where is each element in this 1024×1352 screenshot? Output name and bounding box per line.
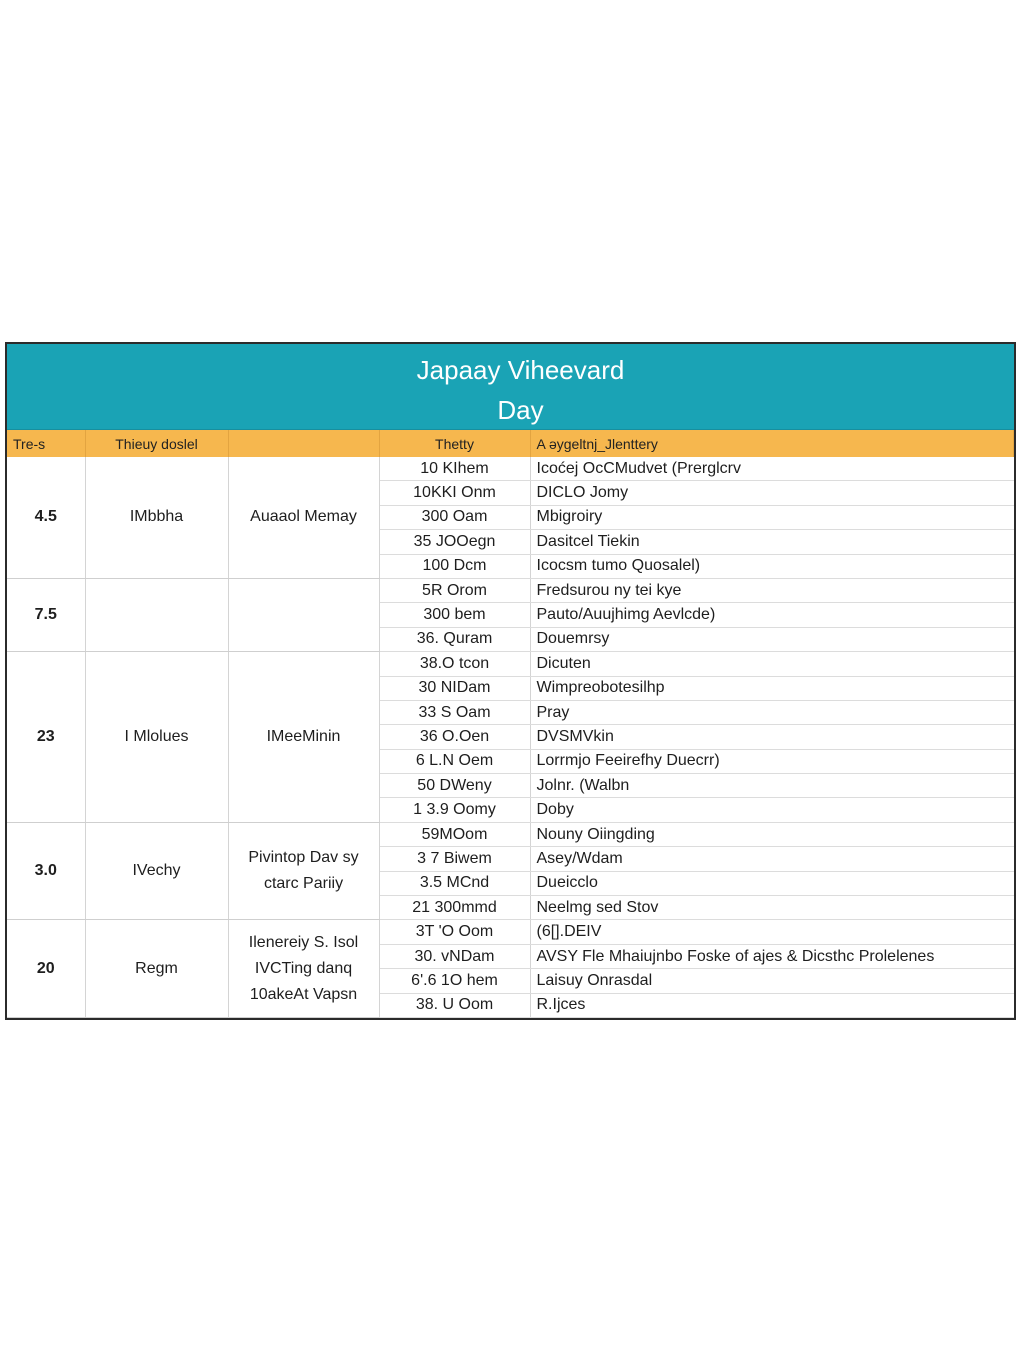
group-name bbox=[85, 578, 228, 651]
activity-cell: Pauto/Auujhimg Aevlcde) bbox=[530, 603, 1014, 627]
title-line-2: Day bbox=[497, 395, 544, 425]
header-row bbox=[7, 430, 1014, 457]
group-category: Auaaol Memay bbox=[228, 457, 379, 578]
time-cell: 30. vNDam bbox=[379, 944, 530, 968]
time-cell: 6'.6 1O hem bbox=[379, 969, 530, 993]
time-cell: 300 Oam bbox=[379, 505, 530, 529]
activity-cell: Dicuten bbox=[530, 652, 1014, 676]
activity-cell: DICLO Jomy bbox=[530, 481, 1014, 505]
activity-cell: R.Ijces bbox=[530, 993, 1014, 1017]
time-cell: 100 Dcm bbox=[379, 554, 530, 578]
header-col-3 bbox=[228, 430, 379, 457]
header-col-4: Thetty bbox=[379, 430, 530, 457]
time-cell: 10KKI Onm bbox=[379, 481, 530, 505]
activity-cell: Dasitcel Tiekin bbox=[530, 530, 1014, 554]
table-row bbox=[7, 457, 1014, 481]
group-category: Pivintop Dav sy ctarc Pariiy bbox=[228, 822, 379, 920]
time-cell: 38. U Oom bbox=[379, 993, 530, 1017]
group-number: 7.5 bbox=[7, 578, 85, 651]
group-name: I Mlolues bbox=[85, 652, 228, 823]
time-cell: 6 L.N Oem bbox=[379, 749, 530, 773]
time-cell: 3T 'O Oom bbox=[379, 920, 530, 944]
group-number: 3.0 bbox=[7, 822, 85, 920]
title-banner bbox=[7, 344, 1014, 430]
activity-cell: Fredsurou ny tei kye bbox=[530, 578, 1014, 602]
group-name: IMbbha bbox=[85, 457, 228, 578]
group-number: 20 bbox=[7, 920, 85, 1018]
table-row bbox=[7, 822, 1014, 846]
time-cell: 36. Quram bbox=[379, 627, 530, 651]
activity-cell: Douemrsy bbox=[530, 627, 1014, 651]
time-cell: 10 KIhem bbox=[379, 457, 530, 481]
activity-cell: (6[].DEIV bbox=[530, 920, 1014, 944]
header-col-5: A əygeltnj_Jlenttery bbox=[530, 430, 1014, 457]
activity-cell: Lorrmjo Feeirefhy Duecrr) bbox=[530, 749, 1014, 773]
time-cell: 50 DWeny bbox=[379, 774, 530, 798]
activity-cell: Asey/Wdam bbox=[530, 847, 1014, 871]
activity-cell: Dueicclo bbox=[530, 871, 1014, 895]
activity-cell: Pray bbox=[530, 700, 1014, 724]
group-number: 4.5 bbox=[7, 457, 85, 578]
schedule-body bbox=[7, 457, 1014, 1017]
header-col-1: Tre-s bbox=[7, 430, 85, 457]
activity-cell: Doby bbox=[530, 798, 1014, 822]
time-cell: 5R Orom bbox=[379, 578, 530, 602]
time-cell: 38.O tcon bbox=[379, 652, 530, 676]
table-row bbox=[7, 578, 1014, 602]
activity-cell: Wimpreobotesilhp bbox=[530, 676, 1014, 700]
activity-cell: Icocsm tumo Quosalel) bbox=[530, 554, 1014, 578]
group-name: IVechy bbox=[85, 822, 228, 920]
time-cell: 3 7 Biwem bbox=[379, 847, 530, 871]
time-cell: 33 S Oam bbox=[379, 700, 530, 724]
time-cell: 1 3.9 Oomy bbox=[379, 798, 530, 822]
table-row bbox=[7, 652, 1014, 676]
title-line-1: Japaay Viheevard bbox=[416, 355, 625, 385]
activity-cell: Icoćej OcCMudvet (Prerglcrv bbox=[530, 457, 1014, 481]
group-category bbox=[228, 578, 379, 651]
activity-cell: Laisuy Onrasdal bbox=[530, 969, 1014, 993]
time-cell: 3.5 MCnd bbox=[379, 871, 530, 895]
activity-cell: Jolnr. (Walbn bbox=[530, 774, 1014, 798]
time-cell: 59MOom bbox=[379, 822, 530, 846]
group-number: 23 bbox=[7, 652, 85, 823]
activity-cell: Mbigroiry bbox=[530, 505, 1014, 529]
table-row bbox=[7, 920, 1014, 944]
activity-cell: DVSMVkin bbox=[530, 725, 1014, 749]
time-cell: 21 300mmd bbox=[379, 896, 530, 920]
time-cell: 30 NIDam bbox=[379, 676, 530, 700]
time-cell: 36 O.Oen bbox=[379, 725, 530, 749]
time-cell: 35 JOOegn bbox=[379, 530, 530, 554]
group-category: Ilenereiy S. Isol IVCTing danq 10akeAt Vapsn bbox=[228, 920, 379, 1018]
header-col-2: Thieuy doslel bbox=[85, 430, 228, 457]
activity-cell: Neelmg sed Stov bbox=[530, 896, 1014, 920]
schedule-sheet bbox=[5, 342, 1016, 1020]
activity-cell: AVSY Fle Mhaiujnbo Foske of ajes & Dicsthc Prolelenes bbox=[530, 944, 1014, 968]
activity-cell: Nouny Oiingding bbox=[530, 822, 1014, 846]
group-category: IMeeMinin bbox=[228, 652, 379, 823]
group-name: Regm bbox=[85, 920, 228, 1018]
schedule-table bbox=[7, 430, 1014, 1018]
time-cell: 300 bem bbox=[379, 603, 530, 627]
